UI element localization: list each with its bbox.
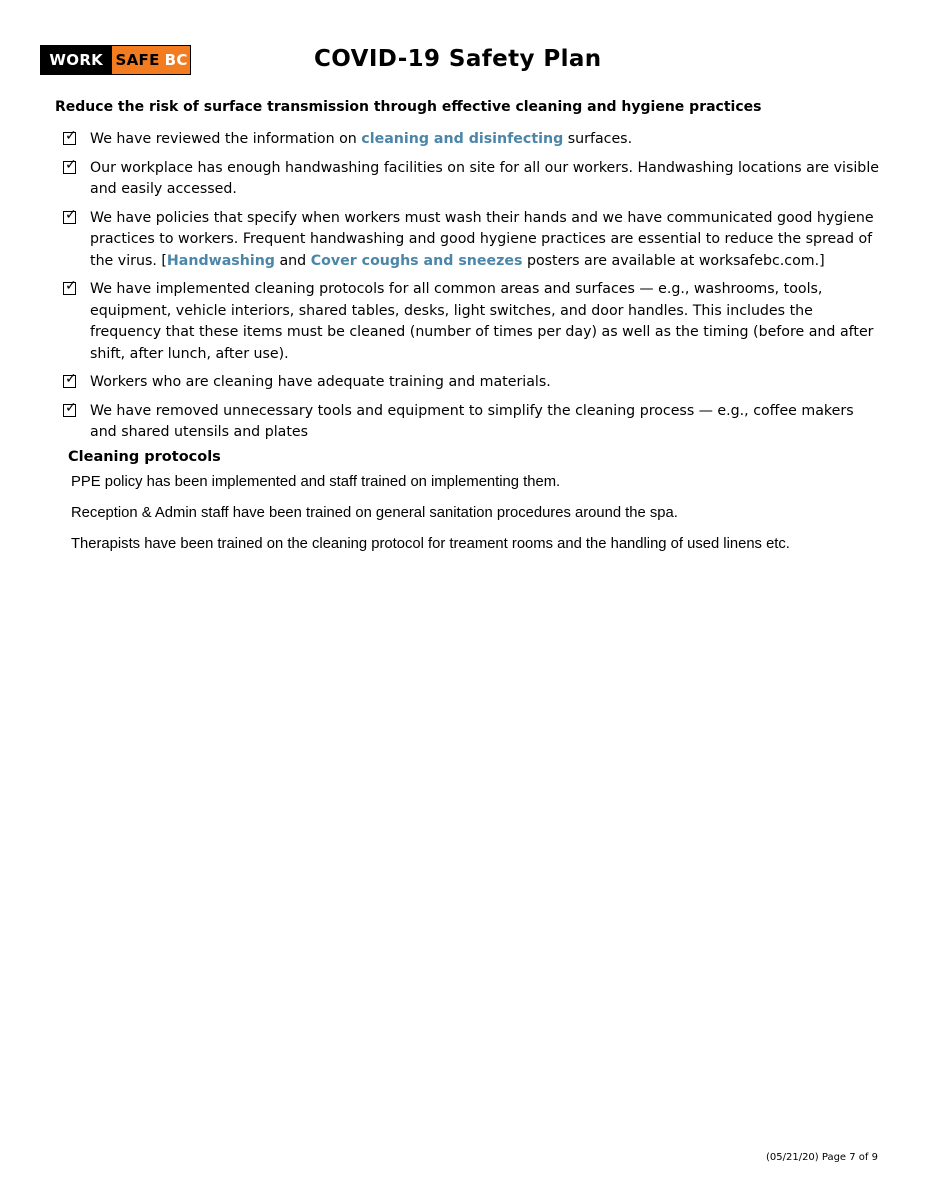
checklist-item — [62, 208, 882, 273]
handwashing-link[interactable]: Handwashing — [166, 252, 275, 269]
checkbox[interactable] — [63, 128, 77, 145]
checkmark-icon: ✓ — [65, 399, 77, 416]
protocol-line: PPE policy has been implemented and staff trained on implementing them. — [71, 474, 561, 490]
cleaning-link[interactable]: cleaning and disinfecting — [361, 131, 564, 147]
checkbox[interactable] — [63, 206, 77, 224]
checkbox[interactable] — [63, 156, 77, 174]
logo-safe-text: SAFE — [115, 51, 160, 69]
item-text: and — [274, 252, 311, 269]
checkmark-icon: ✓ — [65, 128, 77, 144]
section-heading: Reduce the risk of surface transmission through effective cleaning and hygiene practices — [55, 99, 762, 115]
checkmark-icon: ✓ — [65, 156, 77, 173]
checklist-item — [62, 372, 882, 394]
page-footer: (05/21/20) Page 7 of 9 — [765, 1152, 878, 1163]
checkmark-icon: ✓ — [65, 206, 77, 223]
checkbox[interactable] — [63, 278, 77, 295]
item-text: We have removed unnecessary tools and equipment to simplify the cleaning process — e.g., coffee makers and shared utensils and plates — [90, 402, 854, 440]
item-text: We have policies that specify when workers must wash their hands and we have communicated good hygiene practices to workers. Frequent handwashing and good hygiene practices are essential to reduce the spread of the virus. [ — [90, 209, 874, 269]
item-text: surfaces. — [563, 131, 633, 147]
checklist — [62, 129, 882, 451]
checkmark-icon: ✓ — [65, 371, 77, 387]
checkbox[interactable] — [63, 399, 77, 417]
checkmark-icon: ✓ — [65, 278, 77, 294]
item-text: Workers who are cleaning have adequate training and materials. — [90, 374, 551, 390]
item-text: We have implemented cleaning protocols for all common areas and surfaces — e.g., washrooms, tools, equipment, vehicle interiors, shared tables, desks, light switches, and door handles. This includes the frequency that these items must be cleaned (number of times per day) as well as the timing (before and after shift, after lunch, after use). — [90, 281, 874, 362]
checkbox[interactable] — [63, 371, 77, 388]
protocol-line: Reception & Admin staff have been trained on general sanitation procedures around the spa. — [71, 505, 678, 521]
item-text: posters are available at worksafebc.com.] — [522, 252, 825, 269]
checklist-item — [62, 158, 882, 201]
page-title: COVID-19 Safety Plan — [314, 46, 602, 72]
cleaning-protocols-heading: Cleaning protocols — [68, 449, 221, 465]
protocol-line: Therapists have been trained on the cleaning protocol for treament rooms and the handling of used linens etc. — [71, 536, 790, 552]
cover-coughs-link[interactable]: Cover coughs and sneezes — [310, 252, 523, 269]
item-text: We have reviewed the information on — [90, 131, 362, 147]
checklist-item — [62, 129, 882, 151]
item-text: Our workplace has enough handwashing facilities on site for all our workers. Handwashing locations are visible and easily accessed. — [90, 159, 879, 197]
logo-work-text: WORK — [41, 46, 112, 74]
worksafebc-logo — [40, 45, 191, 75]
logo-safe-block — [112, 46, 190, 74]
checklist-item — [62, 401, 882, 444]
checklist-item — [62, 279, 882, 365]
logo-bc-text: BC — [164, 51, 188, 69]
